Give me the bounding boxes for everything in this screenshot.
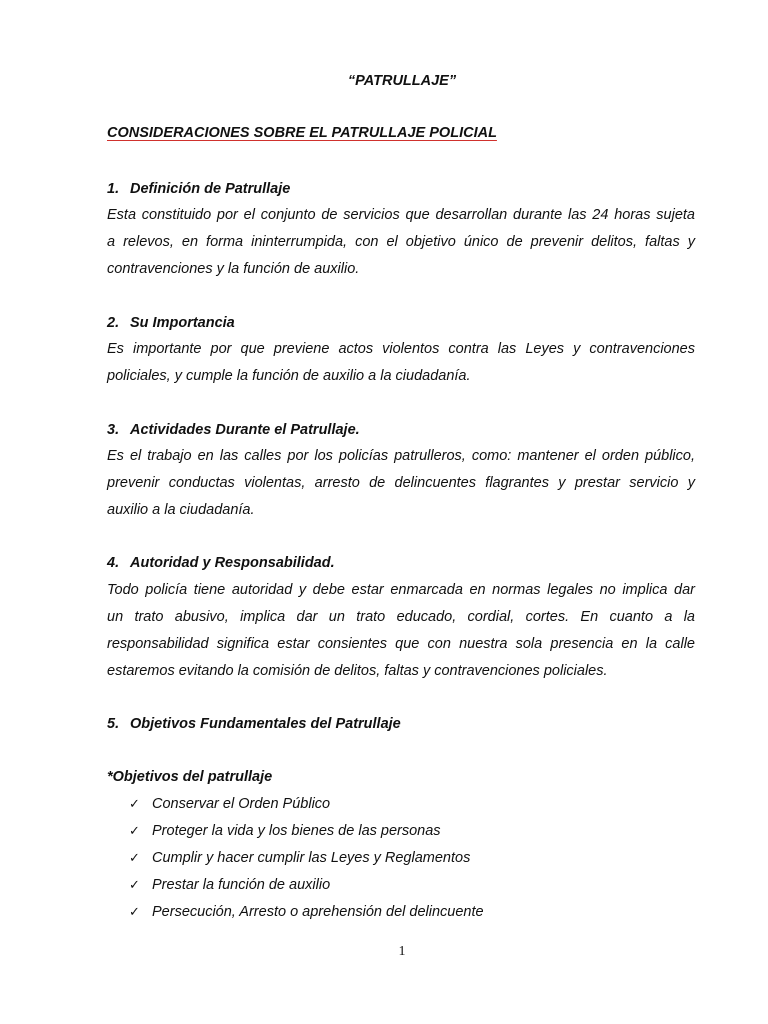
section-heading [107, 422, 360, 438]
section-heading [107, 181, 290, 197]
checkmark-icon: ✓ [129, 878, 140, 893]
list-item-text: Prestar la función de auxilio [152, 877, 331, 893]
list-item [129, 845, 484, 872]
section-number: 4. [107, 555, 120, 571]
list-item-text: Cumplir y hacer cumplir las Leyes y Reglamentos [152, 850, 471, 866]
objectives-heading: *Objetivos del patrullaje [107, 769, 273, 785]
section-number: 1. [107, 181, 120, 197]
section-number: 3. [107, 422, 120, 438]
paragraph-line: prevenir conductas violentas, arresto de delincuentes flagrantes y prestar servicio y [107, 475, 695, 491]
paragraph-line: estaremos evitando la comisión de delitos, faltas y contravenciones policiales. [107, 663, 608, 679]
paragraph-line: policiales, y cumple la función de auxilio a la ciudadanía. [107, 368, 471, 384]
section-heading [107, 555, 335, 571]
section-title: Objetivos Fundamentales del Patrullaje [130, 716, 401, 732]
section-number: 2. [107, 315, 120, 331]
paragraph-line: un trato abusivo, implica dar un trato educado, cordial, cortes. En cuanto a la [107, 609, 695, 625]
section-paragraph [107, 336, 695, 390]
list-item [129, 818, 484, 845]
section-title: Definición de Patrullaje [130, 181, 291, 197]
checkmark-icon: ✓ [129, 905, 140, 920]
list-item-text: Persecución, Arresto o aprehensión del delincuente [152, 904, 484, 920]
list-item-text: Conservar el Orden Público [152, 796, 331, 812]
section-number: 5. [107, 716, 120, 732]
paragraph-line: responsabilidad significa estar consientes que con nuestra sola presencia en la calle [107, 636, 695, 652]
list-item [129, 899, 484, 926]
main-heading: CONSIDERACIONES SOBRE EL PATRULLAJE POLICIAL [107, 125, 497, 141]
paragraph-line: Es el trabajo en las calles por los policías patrulleros, como: mantener el orden público, [107, 448, 695, 464]
checkmark-icon: ✓ [129, 851, 140, 866]
section-paragraph [107, 443, 695, 524]
section-heading [107, 315, 235, 331]
list-item [129, 791, 484, 818]
document-title: “PATRULLAJE” [347, 73, 457, 89]
section-title: Actividades Durante el Patrullaje. [130, 422, 360, 438]
paragraph-line: Todo policía tiene autoridad y debe estar enmarcada en normas legales no implica dar [107, 582, 695, 598]
page-number: 1 [398, 944, 406, 959]
paragraph-line: Esta constituido por el conjunto de servicios que desarrollan durante las 24 horas sujeta [107, 207, 695, 223]
section-paragraph [107, 202, 695, 283]
section-heading [107, 716, 401, 732]
list-item [129, 872, 484, 899]
section-paragraph [107, 577, 695, 685]
paragraph-line: Es importante por que previene actos violentos contra las Leyes y contravenciones [107, 341, 695, 357]
paragraph-line: auxilio a la ciudadanía. [107, 502, 255, 518]
section-title: Su Importancia [130, 315, 235, 331]
checkmark-icon: ✓ [129, 797, 140, 812]
section-title: Autoridad y Responsabilidad. [130, 555, 335, 571]
paragraph-line: contravenciones y la función de auxilio. [107, 261, 360, 277]
paragraph-line: a relevos, en forma ininterrumpida, con el objetivo único de prevenir delitos, faltas y [107, 234, 695, 250]
list-item-text: Proteger la vida y los bienes de las personas [152, 823, 441, 839]
objectives-list [129, 791, 484, 926]
checkmark-icon: ✓ [129, 824, 140, 839]
